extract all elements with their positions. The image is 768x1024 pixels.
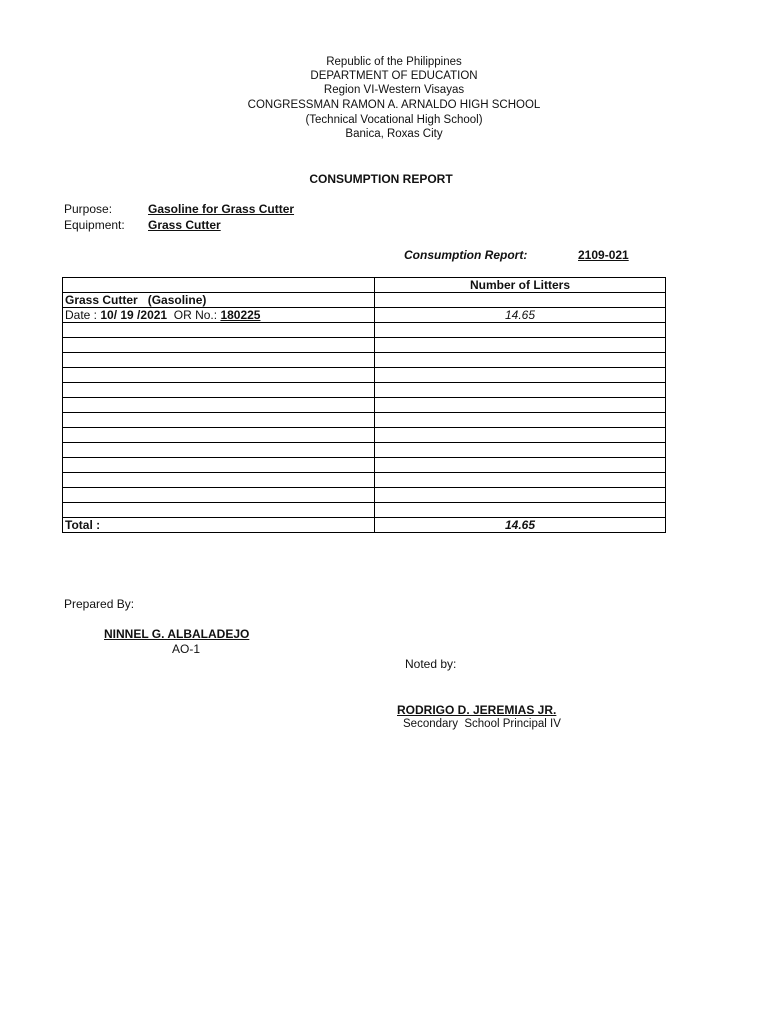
letterhead-region: Region VI-Western Visayas [323, 84, 465, 96]
table-row [63, 308, 666, 323]
table-row [63, 428, 666, 443]
table-cell [63, 398, 375, 413]
table-cell [63, 413, 375, 428]
table-cell [375, 368, 666, 383]
table-cell [375, 473, 666, 488]
letterhead-school: CONGRESSMAN RAMON A. ARNALDO HIGH SCHOOL [247, 99, 541, 111]
table-row [63, 398, 666, 413]
table-cell [63, 368, 375, 383]
noted-by-position: Secondary School Principal IV [403, 718, 561, 730]
purpose-label: Purpose: [64, 202, 113, 216]
table-row [63, 383, 666, 398]
table-cell [63, 473, 375, 488]
consumption-table [62, 277, 666, 533]
table-cell [63, 323, 375, 338]
report-number-label: Consumption Report: [404, 248, 528, 262]
liters-value: 14.65 [375, 308, 666, 323]
table-cell [63, 383, 375, 398]
table-row [63, 338, 666, 353]
table-cell [63, 353, 375, 368]
table-row [63, 503, 666, 518]
equipment-label: Equipment: [64, 218, 125, 232]
noted-by-name: RODRIGO D. JEREMIAS JR. [397, 703, 557, 717]
total-label: Total : [63, 518, 375, 533]
equipment-value: Grass Cutter [148, 218, 221, 232]
table-cell [63, 488, 375, 503]
table-cell [63, 503, 375, 518]
table-cell [375, 353, 666, 368]
table-row [63, 458, 666, 473]
page-title: CONSUMPTION REPORT [309, 172, 453, 186]
letterhead-department: DEPARTMENT OF EDUCATION [310, 70, 478, 82]
table-cell [375, 383, 666, 398]
or-label: OR No.: [167, 308, 221, 322]
table-row [63, 488, 666, 503]
total-value: 14.65 [375, 518, 666, 533]
table-total-row [63, 518, 666, 533]
table-cell [375, 503, 666, 518]
purpose-value: Gasoline for Grass Cutter [148, 202, 295, 216]
table-cell [375, 293, 666, 308]
table-cell [63, 278, 375, 293]
prepared-by-label: Prepared By: [64, 597, 135, 611]
table-row [63, 413, 666, 428]
or-number-value: 180225 [220, 308, 261, 322]
prepared-by-position: AO-1 [172, 642, 201, 656]
table-row [63, 368, 666, 383]
date-value: 10/ 19 /2021 [100, 308, 168, 322]
table-row [63, 353, 666, 368]
letterhead-address: Banica, Roxas City [345, 128, 443, 140]
date-or-cell [63, 308, 375, 323]
table-row [63, 443, 666, 458]
letterhead-republic: Republic of the Philippines [326, 56, 462, 68]
table-cell [375, 398, 666, 413]
table-cell [375, 323, 666, 338]
table-cell [375, 458, 666, 473]
report-number-value: 2109-021 [578, 248, 629, 262]
table-row [63, 323, 666, 338]
noted-by-label: Noted by: [405, 657, 457, 671]
table-cell [375, 428, 666, 443]
table-row [63, 473, 666, 488]
table-cell [375, 413, 666, 428]
date-label: Date : [65, 308, 101, 322]
table-cell [63, 428, 375, 443]
table-cell [375, 443, 666, 458]
liters-column-header: Number of Litters [375, 278, 666, 293]
table-cell [375, 488, 666, 503]
table-cell [375, 338, 666, 353]
table-cell [63, 338, 375, 353]
table-cell [63, 443, 375, 458]
item-description: Grass Cutter (Gasoline) [63, 293, 375, 308]
table-row [63, 293, 666, 308]
table-cell [63, 458, 375, 473]
letterhead-school-type: (Technical Vocational High School) [305, 114, 483, 126]
table-header-row [63, 278, 666, 293]
prepared-by-name: NINNEL G. ALBALADEJO [104, 627, 250, 641]
